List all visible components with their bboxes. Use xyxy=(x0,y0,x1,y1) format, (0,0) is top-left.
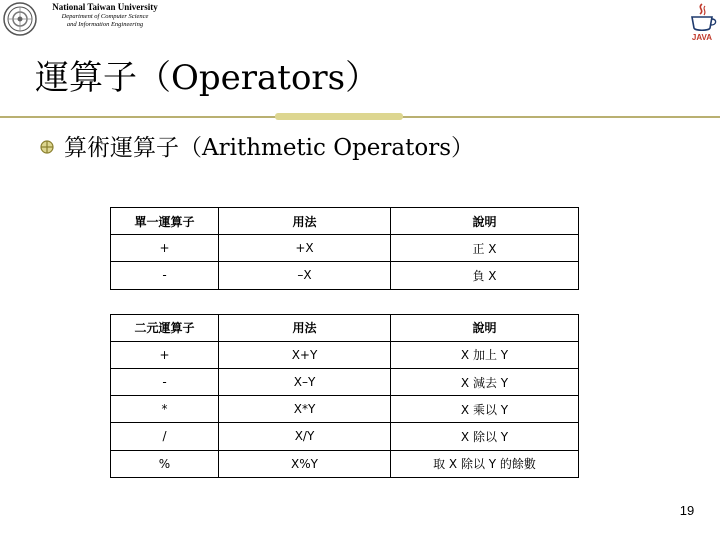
department-line-2: and Information Engineering xyxy=(66,21,144,28)
operator-cell: * xyxy=(111,396,219,423)
bullet-icon xyxy=(40,140,54,154)
description-cell: 負 X xyxy=(391,262,579,289)
bullet-text: 算術運算子（Arithmetic Operators） xyxy=(64,135,475,161)
page-number: 19 xyxy=(679,503,695,518)
operator-cell: / xyxy=(111,423,219,450)
header-text xyxy=(40,2,170,29)
usage-cell: X%Y xyxy=(219,450,391,477)
binary-header-row xyxy=(111,314,579,341)
operator-cell: - xyxy=(111,262,219,289)
usage-cell: X+Y xyxy=(219,341,391,368)
description-cell: 正 X xyxy=(391,235,579,262)
table-header: 單一運算子 xyxy=(111,208,219,235)
operator-cell: + xyxy=(111,235,219,262)
table-row xyxy=(111,341,579,368)
java-logo-label: JAVA xyxy=(691,33,713,42)
operator-cell: % xyxy=(111,450,219,477)
description-cell: X 除以 Y xyxy=(391,423,579,450)
usage-cell: X/Y xyxy=(219,423,391,450)
table-row xyxy=(111,396,579,423)
university-name: National Taiwan University xyxy=(52,2,158,12)
operator-cell: + xyxy=(111,341,219,368)
table-row xyxy=(111,235,579,262)
description-cell: X 乘以 Y xyxy=(391,396,579,423)
table-header: 用法 xyxy=(219,208,391,235)
table-header: 說明 xyxy=(391,314,579,341)
table-row xyxy=(111,450,579,477)
department-line-1: Department of Computer Science xyxy=(61,13,149,20)
operators-table xyxy=(110,207,579,478)
unary-header-row xyxy=(111,208,579,235)
table-row xyxy=(111,368,579,395)
table-header: 說明 xyxy=(391,208,579,235)
operator-cell: - xyxy=(111,368,219,395)
table-row xyxy=(111,262,579,289)
table-header: 用法 xyxy=(219,314,391,341)
table-row xyxy=(111,423,579,450)
table-spacer-row xyxy=(111,289,579,314)
description-cell: 取 X 除以 Y 的餘數 xyxy=(391,450,579,477)
description-cell: X 減去 Y xyxy=(391,368,579,395)
description-cell: X 加上 Y xyxy=(391,341,579,368)
usage-cell: +X xyxy=(219,235,391,262)
java-logo-icon xyxy=(686,2,718,42)
usage-cell: X–Y xyxy=(219,368,391,395)
slide-title: 運算子（Operators） xyxy=(35,58,380,98)
table-header: 二元運算子 xyxy=(111,314,219,341)
university-seal-icon xyxy=(3,2,37,36)
usage-cell: –X xyxy=(219,262,391,289)
title-divider-accent xyxy=(275,113,403,120)
usage-cell: X*Y xyxy=(219,396,391,423)
